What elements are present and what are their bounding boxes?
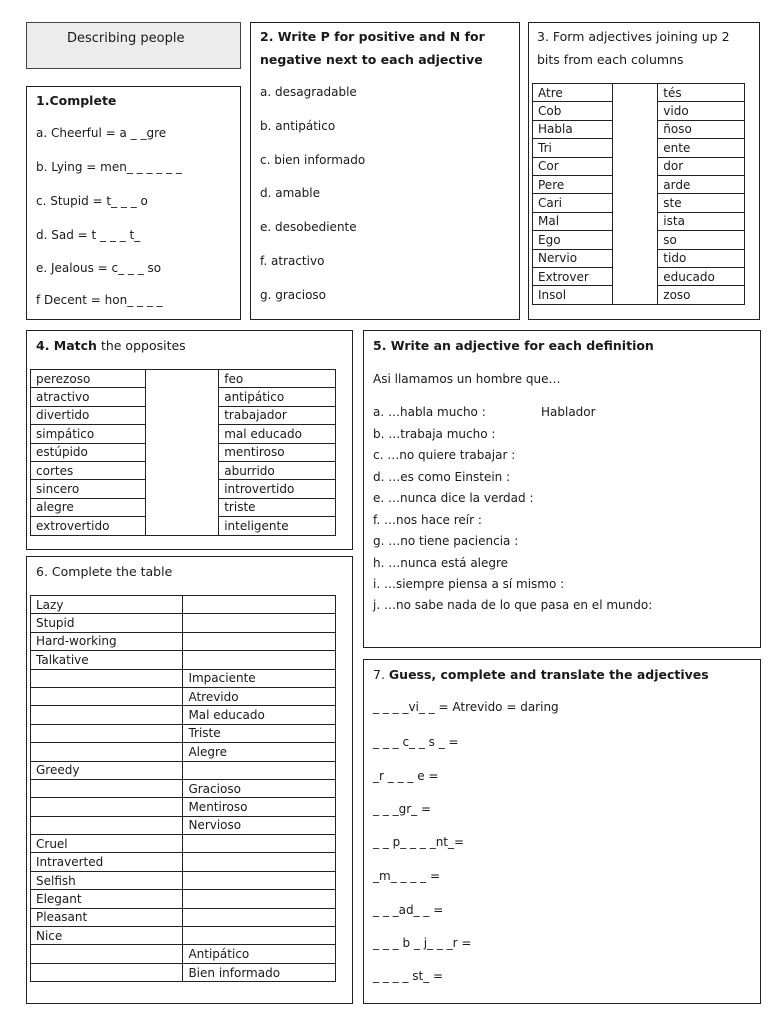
section-2-heading: 2. Write P for positive and N for [260, 29, 485, 44]
section-2-item: b. antipático [260, 119, 336, 133]
section-6-row [31, 743, 336, 761]
blank-cell [612, 286, 658, 304]
opposite-cell: antipático [219, 388, 336, 406]
section-7-heading-number: 7. [373, 667, 389, 682]
adjective-cell: perezoso [31, 370, 146, 388]
word-end-cell: ente [658, 139, 745, 157]
adjective-cell: alegre [31, 498, 146, 516]
section-6-heading: 6. Complete the table [36, 564, 173, 579]
spanish-blank-cell [183, 908, 336, 926]
blank-cell [145, 443, 218, 461]
word-end-cell: vido [658, 102, 745, 120]
opposite-cell: mal educado [219, 425, 336, 443]
blank-cell [145, 517, 218, 535]
section-7-item: _ _ _ b _ j_ _ _r = [373, 936, 472, 950]
english-blank-cell [31, 706, 183, 724]
spanish-cell: Atrevido [183, 687, 336, 705]
section-6-row [31, 596, 336, 614]
english-cell: Lazy [31, 596, 183, 614]
english-cell: Greedy [31, 761, 183, 779]
blank-cell [612, 194, 658, 212]
section-2-item: a. desagradable [260, 85, 357, 99]
section-3-table [532, 83, 745, 305]
section-5-definitions [363, 330, 761, 648]
section-7-item: _ _ _ _ st_ = [373, 969, 444, 983]
section-1-complete [26, 86, 241, 320]
section-6-row [31, 835, 336, 853]
section-3-row [533, 212, 745, 230]
english-cell: Elegant [31, 890, 183, 908]
section-1-item: b. Lying = men_ _ _ _ _ _ [36, 160, 182, 174]
spanish-cell: Gracioso [183, 779, 336, 797]
blank-cell [612, 84, 658, 102]
word-end-cell: tés [658, 84, 745, 102]
title-box [26, 22, 241, 69]
section-4-row [31, 443, 336, 461]
word-start-cell: Tri [533, 139, 613, 157]
section-3-heading: 3. Form adjectives joining up 2 [537, 29, 730, 44]
section-6-row [31, 669, 336, 687]
section-1-item: e. Jealous = c_ _ _ so [36, 261, 162, 275]
blank-cell [612, 120, 658, 138]
english-blank-cell [31, 816, 183, 834]
section-1-item: c. Stupid = t_ _ _ o [36, 194, 148, 208]
section-3-row [533, 139, 745, 157]
page-title: Describing people [67, 31, 185, 46]
adjective-cell: cortes [31, 461, 146, 479]
section-5-item: d. …es como Einstein : [373, 470, 511, 484]
section-6-row [31, 853, 336, 871]
section-2-item: c. bien informado [260, 153, 366, 167]
section-3-heading-line2: bits from each columns [537, 52, 684, 67]
spanish-cell: Alegre [183, 743, 336, 761]
section-7-item: _ _ _gr_ = [373, 802, 432, 816]
word-start-cell: Pere [533, 175, 613, 193]
spanish-cell: Impaciente [183, 669, 336, 687]
opposite-cell: introvertido [219, 480, 336, 498]
english-blank-cell [31, 945, 183, 963]
spanish-blank-cell [183, 651, 336, 669]
spanish-blank-cell [183, 614, 336, 632]
blank-cell [612, 212, 658, 230]
section-6-row [31, 816, 336, 834]
section-2-positive-negative [250, 22, 520, 320]
section-2-item: d. amable [260, 186, 320, 200]
section-3-row [533, 157, 745, 175]
adjective-cell: simpático [31, 425, 146, 443]
adjective-cell: atractivo [31, 388, 146, 406]
section-5-item: b. …trabaja mucho : [373, 427, 496, 441]
blank-cell [145, 425, 218, 443]
adjective-cell: sincero [31, 480, 146, 498]
blank-cell [612, 175, 658, 193]
section-7-heading [373, 667, 709, 682]
section-4-row [31, 461, 336, 479]
blank-cell [145, 480, 218, 498]
section-6-row [31, 798, 336, 816]
blank-cell [612, 249, 658, 267]
spanish-blank-cell [183, 853, 336, 871]
word-start-cell: Insol [533, 286, 613, 304]
word-start-cell: Nervio [533, 249, 613, 267]
section-5-item: g. …no tiene paciencia : [373, 534, 519, 548]
section-6-row [31, 706, 336, 724]
section-6-row [31, 687, 336, 705]
section-6-row [31, 908, 336, 926]
section-4-table [30, 369, 336, 536]
word-end-cell: arde [658, 175, 745, 193]
spanish-blank-cell [183, 761, 336, 779]
section-3-row [533, 194, 745, 212]
opposite-cell: mentiroso [219, 443, 336, 461]
section-2-item: e. desobediente [260, 220, 357, 234]
section-6-row [31, 632, 336, 650]
word-end-cell: zoso [658, 286, 745, 304]
section-5-item: c. …no quiere trabajar : [373, 448, 516, 462]
spanish-blank-cell [183, 927, 336, 945]
section-3-row [533, 286, 745, 304]
word-end-cell: so [658, 231, 745, 249]
section-4-row [31, 480, 336, 498]
english-blank-cell [31, 669, 183, 687]
english-cell: Pleasant [31, 908, 183, 926]
section-4-heading-rest: the opposites [96, 338, 186, 353]
section-6-row [31, 724, 336, 742]
blank-cell [612, 102, 658, 120]
section-7-item: _r _ _ _ e = [373, 769, 439, 783]
spanish-cell: Mal educado [183, 706, 336, 724]
word-start-cell: Atre [533, 84, 613, 102]
spanish-cell: Antipático [183, 945, 336, 963]
opposite-cell: aburrido [219, 461, 336, 479]
section-1-item: f Decent = hon_ _ _ _ [36, 293, 163, 307]
section-6-row [31, 945, 336, 963]
english-cell: Talkative [31, 651, 183, 669]
word-start-cell: Cob [533, 102, 613, 120]
section-6-row [31, 963, 336, 981]
section-4-row [31, 517, 336, 535]
section-1-item: d. Sad = t _ _ _ t_ [36, 228, 141, 242]
opposite-cell: trabajador [219, 406, 336, 424]
section-3-row [533, 249, 745, 267]
english-cell: Selfish [31, 871, 183, 889]
word-end-cell: tido [658, 249, 745, 267]
section-6-table [30, 595, 336, 982]
section-3-row [533, 175, 745, 193]
section-6-row [31, 651, 336, 669]
section-2-item: g. gracioso [260, 288, 327, 302]
word-end-cell: educado [658, 267, 745, 285]
word-start-cell: Mal [533, 212, 613, 230]
section-7-item: _m_ _ _ _ = [373, 869, 441, 883]
spanish-blank-cell [183, 871, 336, 889]
section-2-heading-line2: negative next to each adjective [260, 52, 483, 67]
english-cell: Cruel [31, 835, 183, 853]
section-5-heading: 5. Write an adjective for each definition [373, 338, 654, 353]
section-4-heading [36, 338, 186, 353]
section-5-item: f. …nos hace reír : [373, 513, 482, 527]
word-end-cell: ste [658, 194, 745, 212]
word-start-cell: Cari [533, 194, 613, 212]
blank-cell [145, 461, 218, 479]
spanish-cell: Nervioso [183, 816, 336, 834]
spanish-cell: Mentiroso [183, 798, 336, 816]
section-4-row [31, 425, 336, 443]
word-start-cell: Cor [533, 157, 613, 175]
blank-cell [145, 498, 218, 516]
section-6-row [31, 927, 336, 945]
section-4-row [31, 370, 336, 388]
blank-cell [145, 406, 218, 424]
blank-cell [612, 139, 658, 157]
section-5-item: j. …no sabe nada de lo que pasa en el mundo: [373, 598, 653, 612]
opposite-cell: inteligente [219, 517, 336, 535]
section-7-item: _ _ _ad_ _ = [373, 903, 444, 917]
section-6-row [31, 871, 336, 889]
section-5-intro: Asi llamamos un hombre que… [373, 372, 561, 386]
section-7-item: _ _ _ c_ _ s _ = [373, 735, 459, 749]
section-7-heading-text: Guess, complete and translate the adjectives [388, 667, 709, 682]
section-7-item: _ _ _ _vi_ _ = Atrevido = daring [373, 700, 559, 714]
section-4-row [31, 498, 336, 516]
english-cell: Stupid [31, 614, 183, 632]
section-4-row [31, 406, 336, 424]
adjective-cell: extrovertido [31, 517, 146, 535]
english-blank-cell [31, 724, 183, 742]
section-7-item: _ _ p_ _ _ _nt_= [373, 835, 465, 849]
section-3-row [533, 267, 745, 285]
word-start-cell: Ego [533, 231, 613, 249]
spanish-blank-cell [183, 835, 336, 853]
section-2-item: f. atractivo [260, 254, 325, 268]
blank-cell [612, 157, 658, 175]
section-7-guess-translate [363, 659, 761, 1004]
blank-cell [612, 231, 658, 249]
spanish-cell: Bien informado [183, 963, 336, 981]
english-cell: Nice [31, 927, 183, 945]
opposite-cell: triste [219, 498, 336, 516]
section-5-example-answer: Hablador [541, 405, 596, 419]
opposite-cell: feo [219, 370, 336, 388]
section-4-heading-bold: 4. Match [36, 338, 97, 353]
english-blank-cell [31, 779, 183, 797]
english-cell: Hard-working [31, 632, 183, 650]
section-6-row [31, 779, 336, 797]
section-1-item: a. Cheerful = a _ _gre [36, 126, 167, 140]
english-blank-cell [31, 687, 183, 705]
blank-cell [145, 370, 218, 388]
adjective-cell: estúpido [31, 443, 146, 461]
section-3-row [533, 231, 745, 249]
section-6-row [31, 890, 336, 908]
word-start-cell: Habla [533, 120, 613, 138]
section-6-row [31, 761, 336, 779]
english-blank-cell [31, 743, 183, 761]
spanish-blank-cell [183, 890, 336, 908]
section-3-row [533, 84, 745, 102]
spanish-blank-cell [183, 632, 336, 650]
spanish-cell: Triste [183, 724, 336, 742]
english-blank-cell [31, 798, 183, 816]
blank-cell [145, 388, 218, 406]
section-3-row [533, 120, 745, 138]
adjective-cell: divertido [31, 406, 146, 424]
section-5-item: a. …habla mucho : [373, 405, 486, 419]
english-blank-cell [31, 963, 183, 981]
section-6-row [31, 614, 336, 632]
section-5-item: h. …nunca está alegre [373, 556, 509, 570]
section-5-item: e. …nunca dice la verdad : [373, 491, 534, 505]
section-1-heading: 1.Complete [36, 93, 117, 108]
word-end-cell: dor [658, 157, 745, 175]
word-end-cell: ista [658, 212, 745, 230]
spanish-blank-cell [183, 596, 336, 614]
section-4-row [31, 388, 336, 406]
english-cell: Intraverted [31, 853, 183, 871]
blank-cell [612, 267, 658, 285]
section-3-row [533, 102, 745, 120]
section-5-item: i. …siempre piensa a sí mismo : [373, 577, 565, 591]
word-start-cell: Extrover [533, 267, 613, 285]
word-end-cell: ñoso [658, 120, 745, 138]
